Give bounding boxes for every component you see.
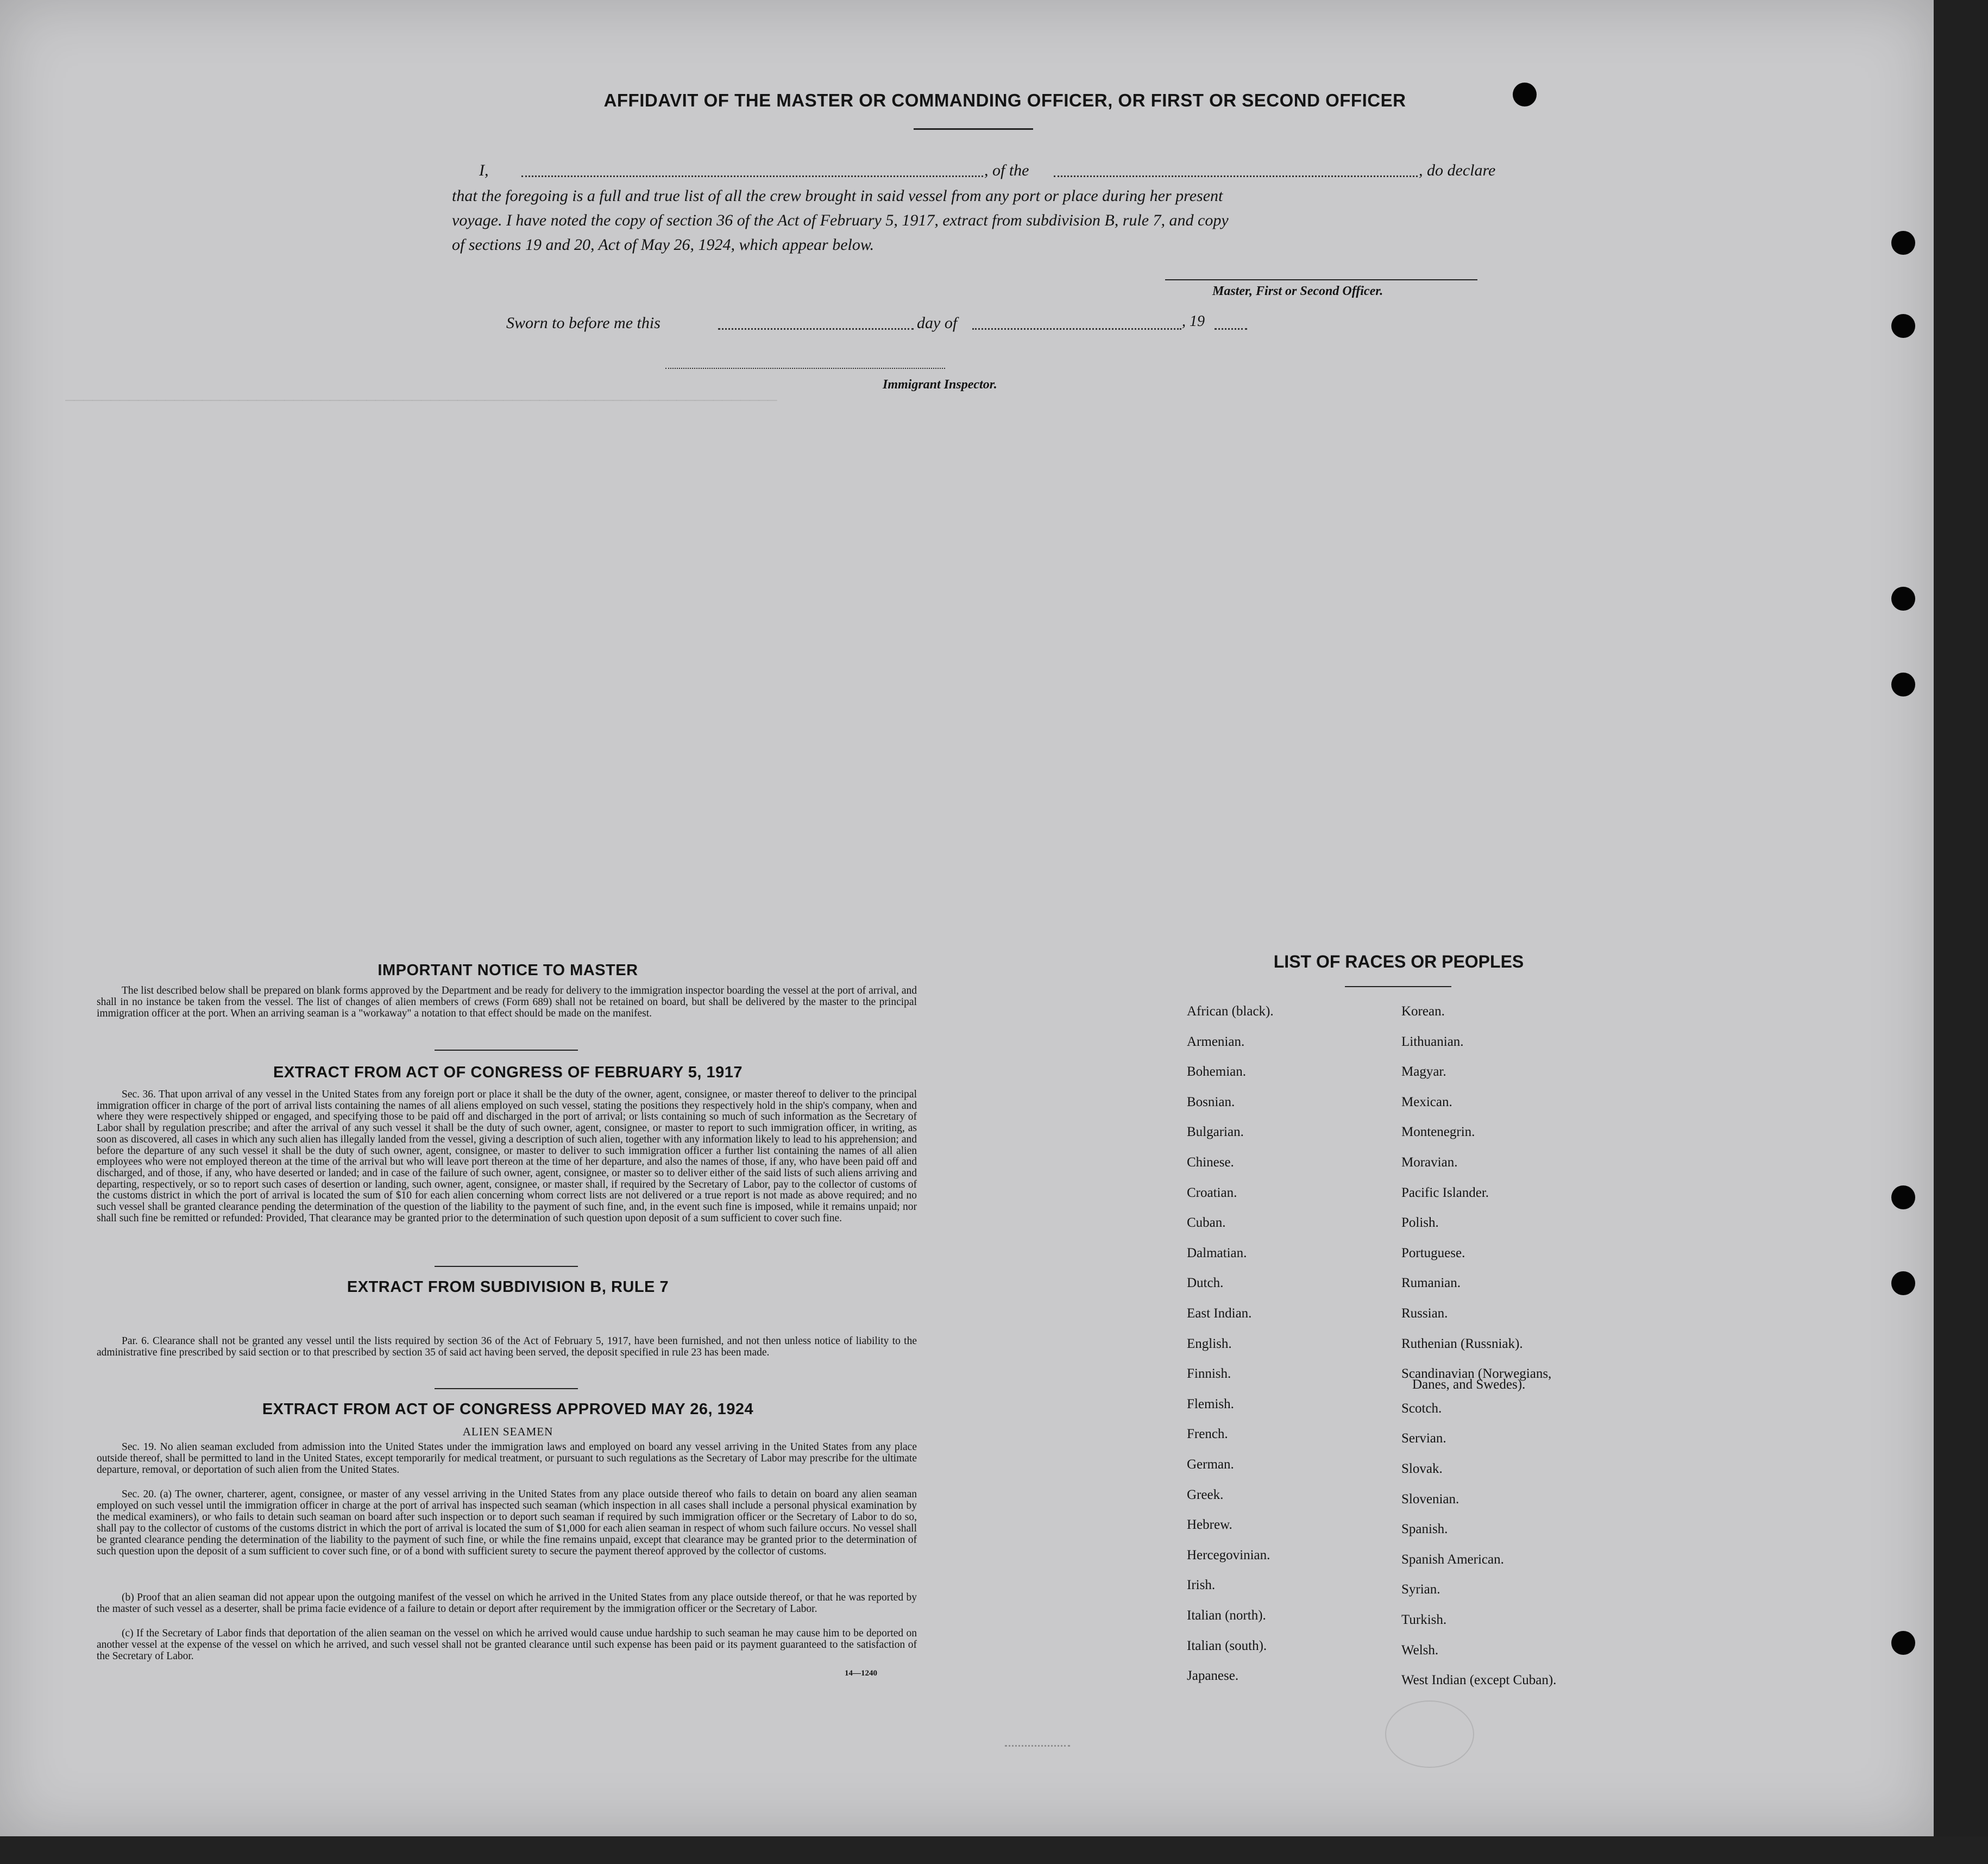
section-rule: [435, 1050, 578, 1051]
extract-1924-heading: EXTRACT FROM ACT OF CONGRESS APPROVED MAY 26, 1924: [262, 1401, 754, 1418]
race-item: Portuguese.: [1401, 1245, 1465, 1260]
heading-rule: [914, 128, 1033, 130]
inspector-caption: Immigrant Inspector.: [883, 378, 997, 392]
affidavit-of-the: , of the: [984, 161, 1029, 179]
affidavit-i-label: I,: [479, 161, 489, 179]
race-item: Spanish American.: [1401, 1552, 1504, 1567]
race-item: Scandinavian (Norwegians,: [1401, 1366, 1552, 1382]
name-field-line[interactable]: [521, 175, 983, 177]
scan-edge-right: [1934, 0, 1988, 1864]
race-item: African (black).: [1187, 1004, 1274, 1019]
subdivision-b-body: Par. 6. Clearance shall not be granted any vessel until the lists required by section 36 of the Act of February 5, 1917, have been furnished, and not then unless notice of liability to the administrative fine prescribed by said section or to that prescribed by section 35 of said act having been served, the deposit specified in rule 23 has been made.: [97, 1335, 917, 1358]
punch-hole: [1513, 83, 1537, 106]
race-item: Lithuanian.: [1401, 1034, 1464, 1049]
race-item: Bosnian.: [1187, 1094, 1235, 1109]
race-scandinavian-continuation: Danes, and Swedes).: [1412, 1377, 1526, 1392]
sec20a-body: Sec. 20. (a) The owner, charterer, agent, consignee, or master of any vessel arriving in the United States from any place outside thereof who fails to detain on board any alien seaman employed on such vessel until the immigration officer in charge at the port of arrival has inspected such seaman (which inspection in all cases shall include a personal physical examination by the medical examiners), or who fails to detain such seaman on board after such inspection or to deport such seaman if required by such immigration officer or the Secretary of Labor to do so, shall pay to the collector of customs of the customs district in which the port of arrival is located the sum of $1,000 for each alien seaman in respect of whom such failure occurs. No vessel shall be granted clearance pending the determination of the liability to the payment of such fine, or while the fine remains unpaid, except that clearance may be granted prior to the determination of such question upon the deposit of a sum sufficient to cover such fine, or of a bond with sufficient surety to secure the payment thereof approved by the collector of customs.: [97, 1489, 917, 1557]
race-item: Magyar.: [1401, 1064, 1446, 1080]
race-item: Cuban.: [1187, 1215, 1226, 1231]
form-number: 14—1240: [845, 1669, 877, 1678]
sec20b-body: (b) Proof that an alien seaman did not appear upon the outgoing manifest of the vessel on which he arrived in the United States from any place outside thereof, or that he was reported by the master of such vessel as a deserter, shall be prima facie evidence of a failure to detain or deport after requirement by the immigration officer or the Secretary of Labor.: [97, 1592, 917, 1615]
sworn-label: Sworn to before me this: [506, 314, 660, 332]
punch-hole: [1891, 1631, 1915, 1655]
punch-hole: [1891, 231, 1915, 255]
race-item: East Indian.: [1187, 1306, 1252, 1321]
race-item: Hercegovinian.: [1187, 1547, 1270, 1562]
race-item: Moravian.: [1401, 1155, 1458, 1170]
race-item: Korean.: [1401, 1004, 1445, 1019]
notice-body: The list described below shall be prepared on blank forms approved by the Department and be ready for delivery to the immigration inspector boarding the vessel at the port of arrival, and shall in no instance be taken from the vessel. The list of changes of alien members of crews (Form 689) shall not be retained on board, but shall be delivered by the master to the principal immigration officer at the port. When an arriving seaman is a "workaway" a notation to that effect should be made on the manifest.: [97, 985, 917, 1019]
race-item: Croatian.: [1187, 1185, 1237, 1200]
race-item: Welsh.: [1401, 1642, 1439, 1658]
punch-hole: [1891, 1185, 1915, 1209]
scan-edge-bottom: [0, 1836, 1988, 1864]
race-item: Italian (south).: [1187, 1638, 1267, 1653]
inspector-signature-line[interactable]: [665, 368, 945, 369]
race-item: Bulgarian.: [1187, 1125, 1244, 1140]
race-item: Spanish.: [1401, 1522, 1448, 1537]
affidavit-heading: AFFIDAVIT OF THE MASTER OR COMMANDING OFFICER, OR FIRST OR SECOND OFFICER: [603, 90, 1406, 110]
race-item: Greek.: [1187, 1487, 1224, 1502]
race-item: Flemish.: [1187, 1396, 1234, 1411]
year-prefix: , 19: [1182, 313, 1205, 330]
notice-heading: IMPORTANT NOTICE TO MASTER: [378, 962, 638, 979]
race-item: Servian.: [1401, 1431, 1446, 1446]
race-item: Dutch.: [1187, 1276, 1224, 1291]
race-item: Chinese.: [1187, 1155, 1234, 1170]
sec19-body: Sec. 19. No alien seaman excluded from admission into the United States under the immigration laws and employed on board any vessel arriving in the United States from any place outside thereof, shall be permitted to land in the United States, except temporarily for medical treatment, or pursuant to such regulations as the Secretary of Labor may prescribe for the ultimate departure, removal, or deportation of such alien from the United States.: [97, 1441, 917, 1476]
race-item: Scotch.: [1401, 1401, 1442, 1416]
vessel-field-line[interactable]: [1054, 175, 1418, 177]
race-item: Turkish.: [1401, 1612, 1447, 1627]
race-item: Finnish.: [1187, 1366, 1231, 1382]
sec20c-body: (c) If the Secretary of Labor finds that deportation of the alien seaman on the vessel on which he arrived would cause undue hardship to such seaman he may cause him to be deported on another vessel at the expense of the vessel on which he arrived, and such vessel shall not be granted clearance until such expense has been paid or its payment guaranteed to the satisfaction of the Secretary of Labor.: [97, 1628, 917, 1662]
bleed-through-text: ——————————————————————————————————————————————————————————————————————————————: [65, 392, 777, 409]
race-item: Syrian.: [1401, 1582, 1440, 1597]
race-item: West Indian (except Cuban).: [1401, 1673, 1557, 1688]
race-item: German.: [1187, 1457, 1234, 1472]
punch-hole: [1891, 314, 1915, 338]
affidavit-line3: voyage. I have noted the copy of section 36 of the Act of February 5, 1917, extract from subdivision B, rule 7, and copy: [452, 211, 1229, 229]
race-item: Mexican.: [1401, 1094, 1452, 1109]
sworn-day-line[interactable]: [718, 328, 914, 330]
race-item: Slovenian.: [1401, 1491, 1459, 1507]
master-caption: Master, First or Second Officer.: [1212, 284, 1383, 298]
race-item: Slovak.: [1401, 1461, 1443, 1476]
faint-stamp-mark: [1385, 1700, 1474, 1768]
race-item: Italian (north).: [1187, 1608, 1266, 1623]
affidavit-do-declare: , do declare: [1419, 161, 1496, 179]
races-rule: [1345, 986, 1451, 987]
faint-handwriting-mark: [1005, 1740, 1070, 1747]
extract-1917-body: Sec. 36. That upon arrival of any vessel in the United States from any foreign port or place it shall be the duty of the owner, agent, consignee, or master thereof to deliver to the principal immigration officer in charge of the port of arrival lists containing the names of all aliens employed on such vessel, stating the positions they respectively hold in the ship's company, when and where they were respectively shipped or engaged, and specifying those to be paid off and discharged in the port of arrival; or lists containing so much of such information as the Secretary of Labor shall by regulation prescribe; and after the arrival of any such vessel it shall be the duty of such owner, agent, consignee, or master to report to such immigration officer, in writing, as soon as discovered, all cases in which any such alien has illegally landed from the vessel, giving a description of such alien, together with any information likely to lead to his apprehension; and before the departure of any such vessel it shall be the duty of such owner, agent, consignee, or master to deliver to such immigration officer a further list containing the names of all alien employees who were not employed thereon at the time of the arrival but who will leave port thereon at the time of her departure, and also the names of those, if any, who have been paid off and discharged, and of those, if any, who have deserted or landed; and in case of the failure of such owner, agent, consignee, or master so to deliver either of the said lists of such aliens arriving and departing, respectively, or so to report such cases of desertion or landing, such owner, agent, consignee, or master shall, if required by the Secretary of Labor, pay to the collector of customs of the customs district in which the port of arrival is located the sum of $10 for each alien concerning whom correct lists are not delivered or a true report is not made as above required; and no such vessel shall be granted clearance pending the determination of the question of the liability to the payment of such fine, and, in the event such fine is imposed, while it remains unpaid; nor shall such fine be remitted or refunded: Provided, That clearance may be granted prior to the determination of such question upon deposit of a sum sufficient to cover such fine.: [97, 1089, 917, 1224]
sworn-year-line[interactable]: [1215, 328, 1247, 330]
affidavit-line4: of sections 19 and 20, Act of May 26, 1924, which appear below.: [452, 236, 875, 254]
punch-hole: [1891, 1271, 1915, 1295]
day-of-label: day of: [917, 314, 958, 332]
race-item: Ruthenian (Russniak).: [1401, 1336, 1523, 1351]
master-signature-line[interactable]: [1165, 279, 1477, 280]
affidavit-line2: that the foregoing is a full and true list of all the crew brought in said vessel from any port or place during her present: [452, 187, 1223, 205]
race-item: Pacific Islander.: [1401, 1185, 1489, 1200]
subdivision-b-heading: EXTRACT FROM SUBDIVISION B, RULE 7: [347, 1278, 669, 1296]
race-item: Montenegrin.: [1401, 1125, 1475, 1140]
races-heading: LIST OF RACES OR PEOPLES: [1273, 952, 1524, 971]
extract-1917-heading: EXTRACT FROM ACT OF CONGRESS OF FEBRUARY 5, 1917: [273, 1064, 743, 1081]
race-item: Dalmatian.: [1187, 1245, 1247, 1260]
race-item: Polish.: [1401, 1215, 1439, 1231]
race-item: French.: [1187, 1427, 1228, 1442]
sworn-month-line[interactable]: [972, 328, 1181, 330]
alien-seamen-subheading: ALIEN SEAMEN: [462, 1425, 553, 1438]
punch-hole: [1891, 673, 1915, 696]
race-item: English.: [1187, 1336, 1232, 1351]
race-item: Japanese.: [1187, 1668, 1239, 1684]
punch-hole: [1891, 587, 1915, 611]
race-item: Hebrew.: [1187, 1517, 1232, 1533]
section-rule: [435, 1388, 578, 1389]
race-item: Russian.: [1401, 1306, 1448, 1321]
race-item: Armenian.: [1187, 1034, 1245, 1049]
section-rule: [435, 1266, 578, 1267]
race-item: Irish.: [1187, 1578, 1216, 1593]
race-item: Bohemian.: [1187, 1064, 1247, 1080]
race-item: Rumanian.: [1401, 1276, 1461, 1291]
